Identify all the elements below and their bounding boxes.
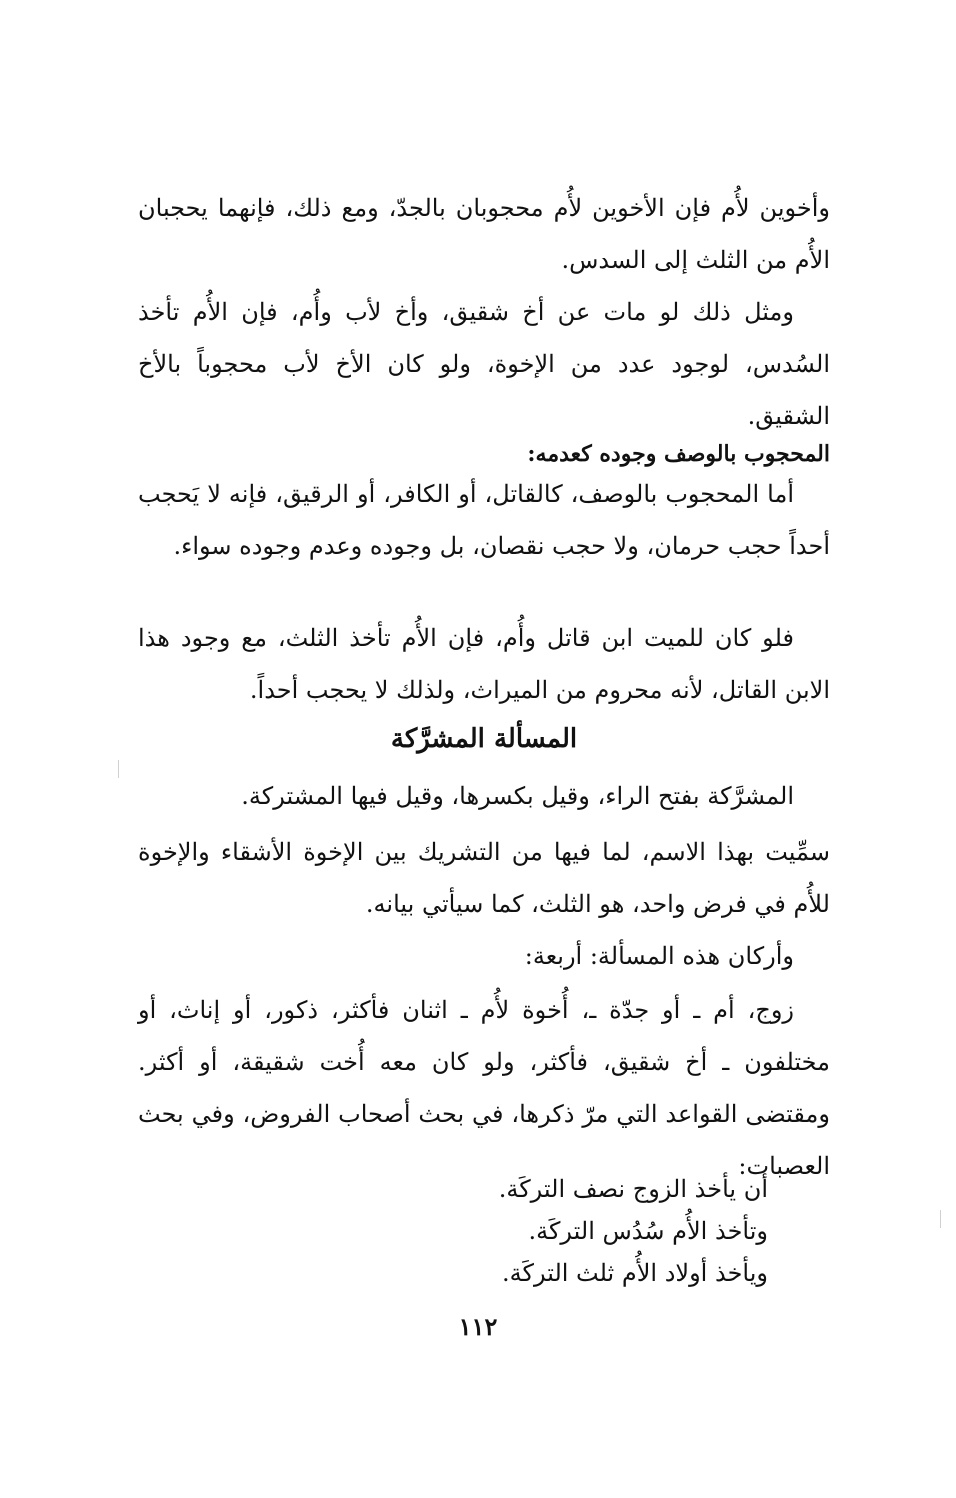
scan-margin-mark bbox=[940, 1210, 941, 1228]
list-item: أن يأخذ الزوج نصف التركَة. bbox=[498, 1175, 768, 1203]
paragraph-7: وأركان هذه المسألة: أربعة: bbox=[524, 942, 794, 970]
paragraph-5: المشرَّكة بفتح الراء، وقيل بكسرها، وقيل فيها المشتركة. bbox=[241, 782, 794, 810]
paragraph-1: وأخوين لأُم فإن الأخوين لأُم محجوبان بالجدّ، ومع ذلك، فإنهما يحجبان الأُم من الثلث إلى السدس. bbox=[138, 194, 830, 274]
paragraph-2: ومثل ذلك لو مات عن أخ شقيق، وأخ لأب وأُم، فإن الأُم تأخذ السُدس، لوجود عدد من الإخوة، ولو كان الأخ لأب محجوباً بالأخ الشقيق. bbox=[138, 298, 830, 430]
page-number: ١١٢ bbox=[458, 1312, 498, 1341]
subheading-hijab-by-description: المحجوب بالوصف وجوده كعدمه: bbox=[527, 441, 830, 467]
shares-list bbox=[348, 1168, 768, 1294]
paragraph-8: زوج، أم ـ أو جدّة ـ، أُخوة لأُم ـ اثنان فأكثر، ذكور، أو إناث، أو مختلفون ـ أخ شقيق، فأكثر، ولو كان معه أُخت شقيقة، أو أكثر. ومقتضى القواعد التي مرّ ذكرها، في بحث أصحاب الفروض، وفي بحث العصبات: bbox=[138, 996, 830, 1180]
paragraph-3: أما المحجوب بالوصف، كالقاتل، أو الكافر، أو الرقيق، فإنه لا يَحجب أحداً حجب حرمان، ولا حجب نقصان، بل وجوده وعدم وجوده سواء. bbox=[138, 480, 830, 560]
list-item: وتأخذ الأُم سُدُس التركَة. bbox=[528, 1217, 768, 1245]
scan-margin-mark bbox=[118, 760, 119, 778]
section-title: المسألة المشرَّكة bbox=[390, 724, 578, 754]
paragraph-4: فلو كان للميت ابن قاتل وأُم، فإن الأُم تأخذ الثلث، مع وجود هذا الابن القاتل، لأنه محروم من الميراث، ولذلك لا يحجب أحداً. bbox=[138, 624, 830, 704]
list-item: ويأخذ أولاد الأُم ثلث التركَة. bbox=[502, 1259, 768, 1287]
paragraph-6: سمِّيت بهذا الاسم، لما فيها من التشريك بين الإخوة الأشقاء والإخوة للأُم في فرض واحد، هو الثلث، كما سيأتي بيانه. bbox=[138, 838, 830, 918]
